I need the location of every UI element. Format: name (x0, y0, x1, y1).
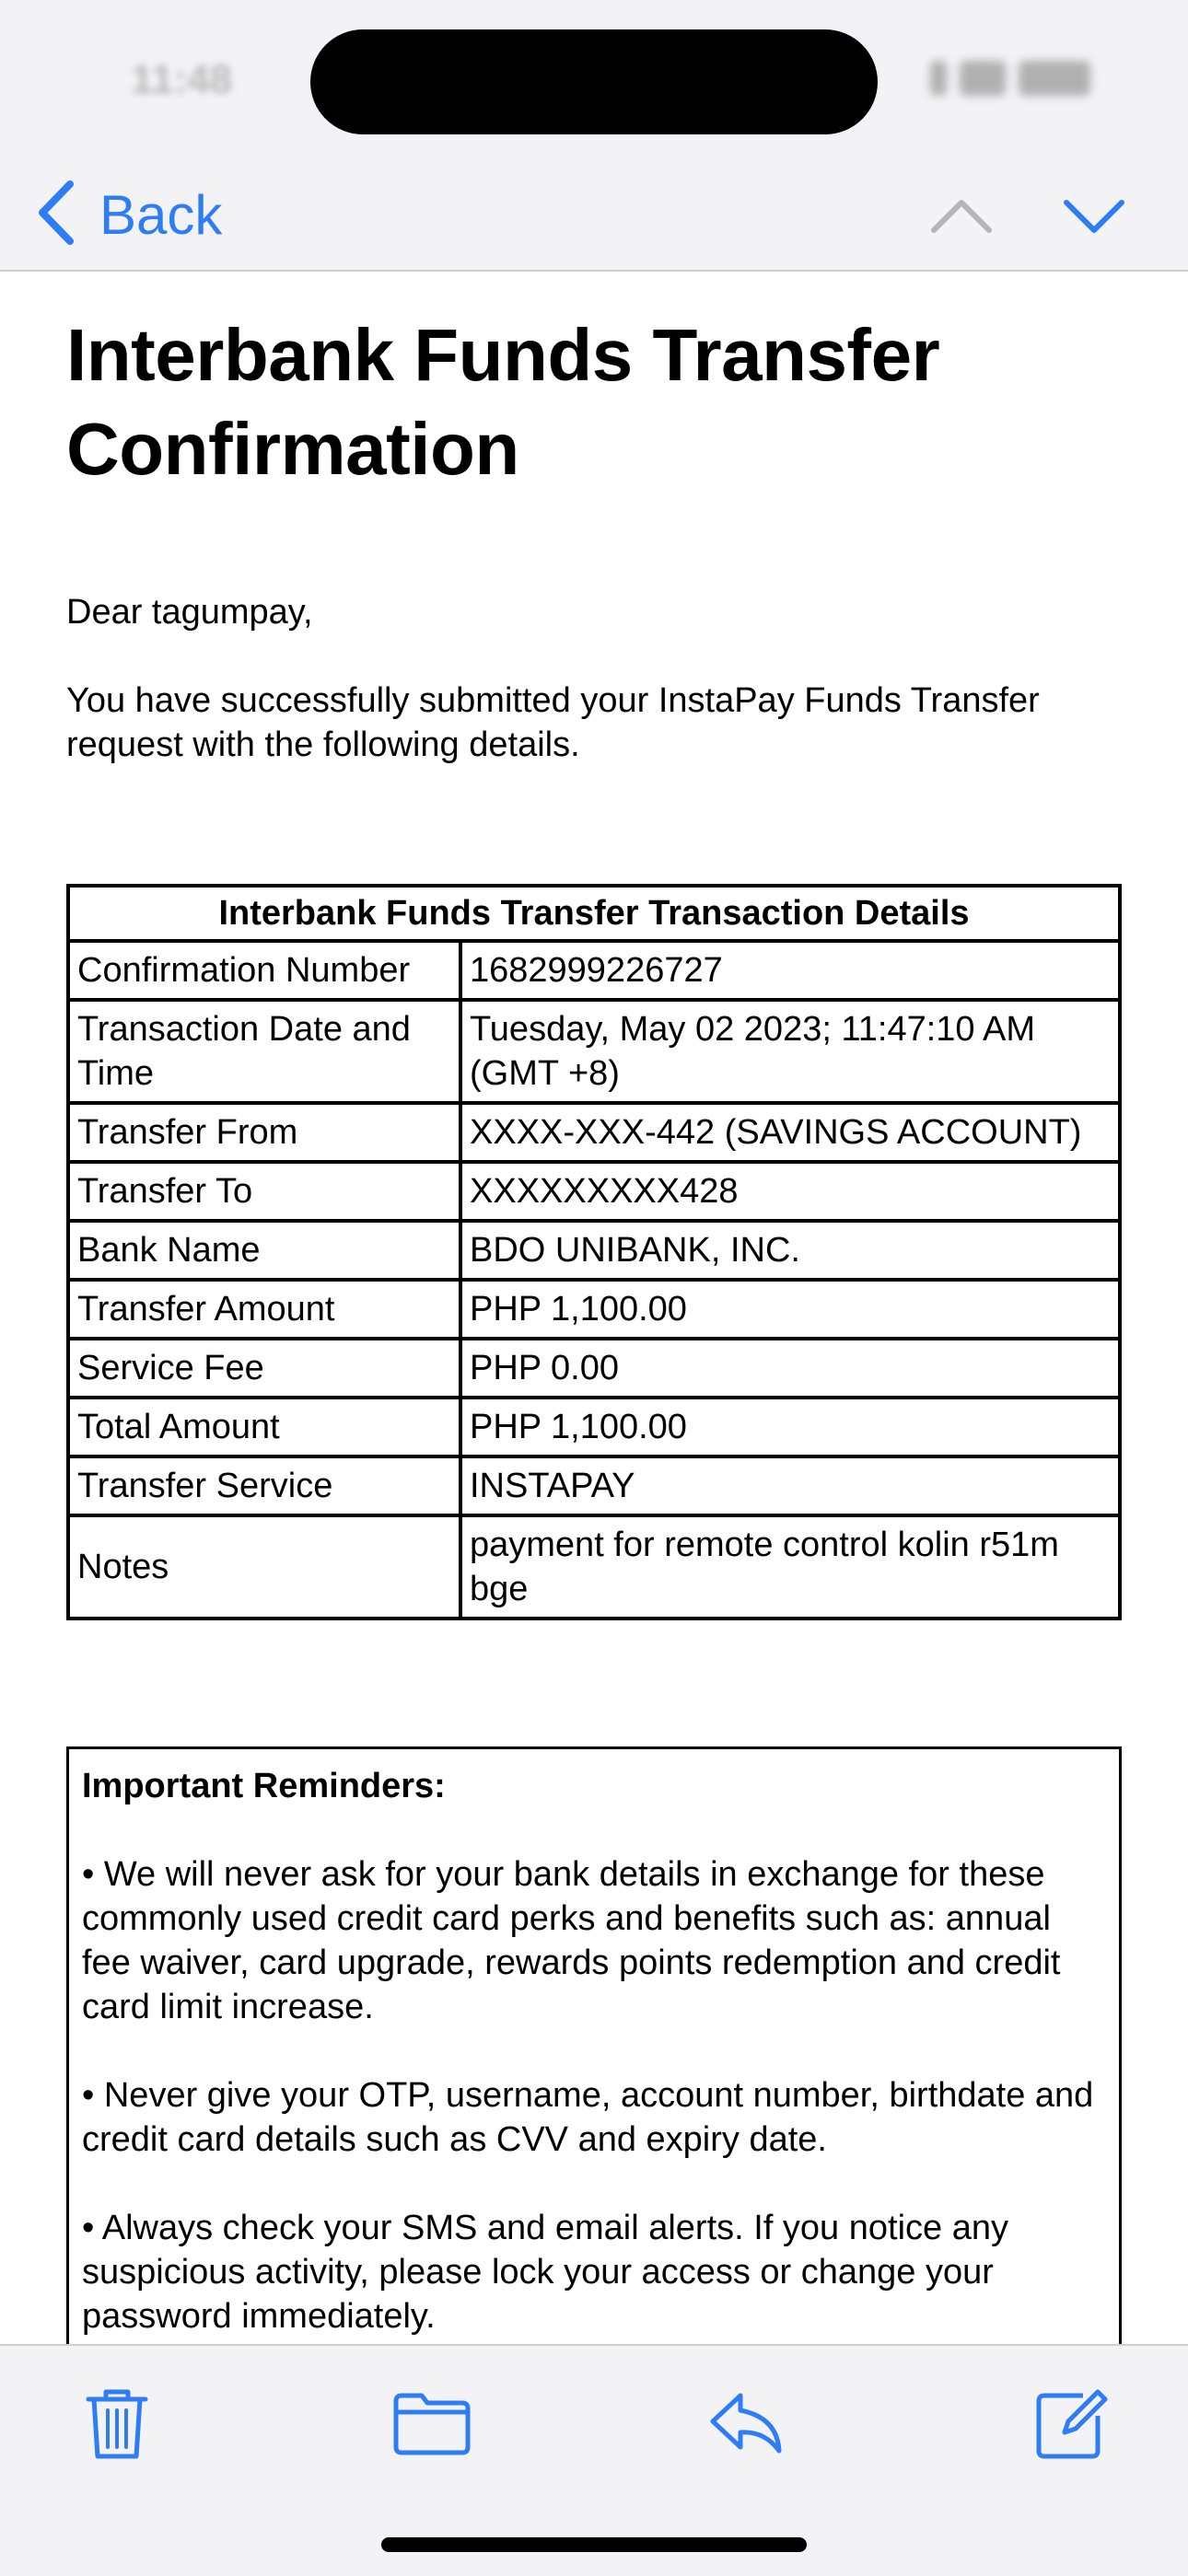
row-value: payment for remote control kolin r51m bge (460, 1515, 1120, 1619)
email-greeting: Dear tagumpay, (66, 593, 313, 632)
row-label: Total Amount (68, 1398, 460, 1456)
row-label: Notes (68, 1515, 460, 1619)
row-label: Transfer Amount (68, 1280, 460, 1339)
delete-button[interactable] (66, 2373, 168, 2475)
reply-button[interactable] (696, 2373, 798, 2475)
transaction-details-table (66, 884, 1122, 1620)
row-label: Transfer From (68, 1103, 460, 1162)
reminder-item: • We will never ask for your bank details in exchange for these commonly used credit card perks and benefits such as: annual fee waiver, card upgrade, rewards points redemption and credit card limit increase. (82, 1855, 1061, 2026)
reminders-title: Important Reminders: (82, 1767, 446, 1805)
row-value: PHP 1,100.00 (460, 1280, 1120, 1339)
home-indicator[interactable] (381, 2537, 807, 2552)
row-label: Bank Name (68, 1221, 460, 1280)
row-value: XXXXXXXXX428 (460, 1162, 1120, 1221)
status-icons (930, 61, 1096, 96)
important-reminders-box (66, 1746, 1122, 2446)
reply-icon (705, 2381, 788, 2468)
trash-icon (76, 2381, 158, 2468)
reminder-item: • Never give your OTP, username, account number, birthdate and credit card details such as CVV and expiry date. (82, 2076, 1094, 2159)
row-value: PHP 1,100.00 (460, 1398, 1120, 1456)
chevron-down-icon (1055, 242, 1133, 258)
row-value: PHP 0.00 (460, 1339, 1120, 1398)
table-row (68, 1000, 1120, 1103)
table-row (68, 1398, 1120, 1456)
previous-message-button[interactable] (923, 177, 1000, 254)
chevron-up-icon (923, 242, 1000, 258)
email-body (66, 272, 1122, 767)
move-to-folder-button[interactable] (381, 2373, 483, 2475)
email-headline: Interbank Funds Transfer Confirmation (66, 314, 940, 490)
table-row (68, 1456, 1120, 1515)
next-message-button[interactable] (1055, 177, 1133, 254)
folder-icon (390, 2381, 473, 2468)
back-label: Back (99, 183, 223, 246)
table-row (68, 1280, 1120, 1339)
table-row (68, 1515, 1120, 1619)
table-row (68, 941, 1120, 1000)
row-label: Transfer Service (68, 1456, 460, 1515)
table-row (68, 1162, 1120, 1221)
reminder-item: • Always check your SMS and email alerts. If you notice any suspicious activity, please lock your access or change your password immediately. (82, 2209, 1008, 2336)
row-label: Transfer To (68, 1162, 460, 1221)
row-label: Confirmation Number (68, 941, 460, 1000)
dynamic-island (310, 29, 878, 134)
table-row (68, 1339, 1120, 1398)
table-row (68, 1103, 1120, 1162)
chevron-left-icon (33, 179, 79, 251)
row-value: INSTAPAY (460, 1456, 1120, 1515)
row-label: Service Fee (68, 1339, 460, 1398)
row-value: BDO UNIBANK, INC. (460, 1221, 1120, 1280)
row-value: XXXX-XXX-442 (SAVINGS ACCOUNT) (460, 1103, 1120, 1162)
nav-bar (0, 157, 1188, 272)
table-header: Interbank Funds Transfer Transaction Details (68, 886, 1120, 941)
back-button[interactable] (33, 173, 222, 256)
status-bar (0, 0, 1188, 157)
compose-button[interactable] (1019, 2373, 1120, 2475)
compose-icon (1028, 2381, 1111, 2468)
row-value: 1682999226727 (460, 941, 1120, 1000)
row-label: Transaction Date and Time (68, 1000, 460, 1103)
table-row (68, 1221, 1120, 1280)
status-time: 11:48 (131, 57, 233, 102)
row-value: Tuesday, May 02 2023; 11:47:10 AM (GMT +8) (460, 1000, 1120, 1103)
email-intro: You have successfully submitted your InstaPay Funds Transfer request with the following details. (66, 681, 1040, 764)
